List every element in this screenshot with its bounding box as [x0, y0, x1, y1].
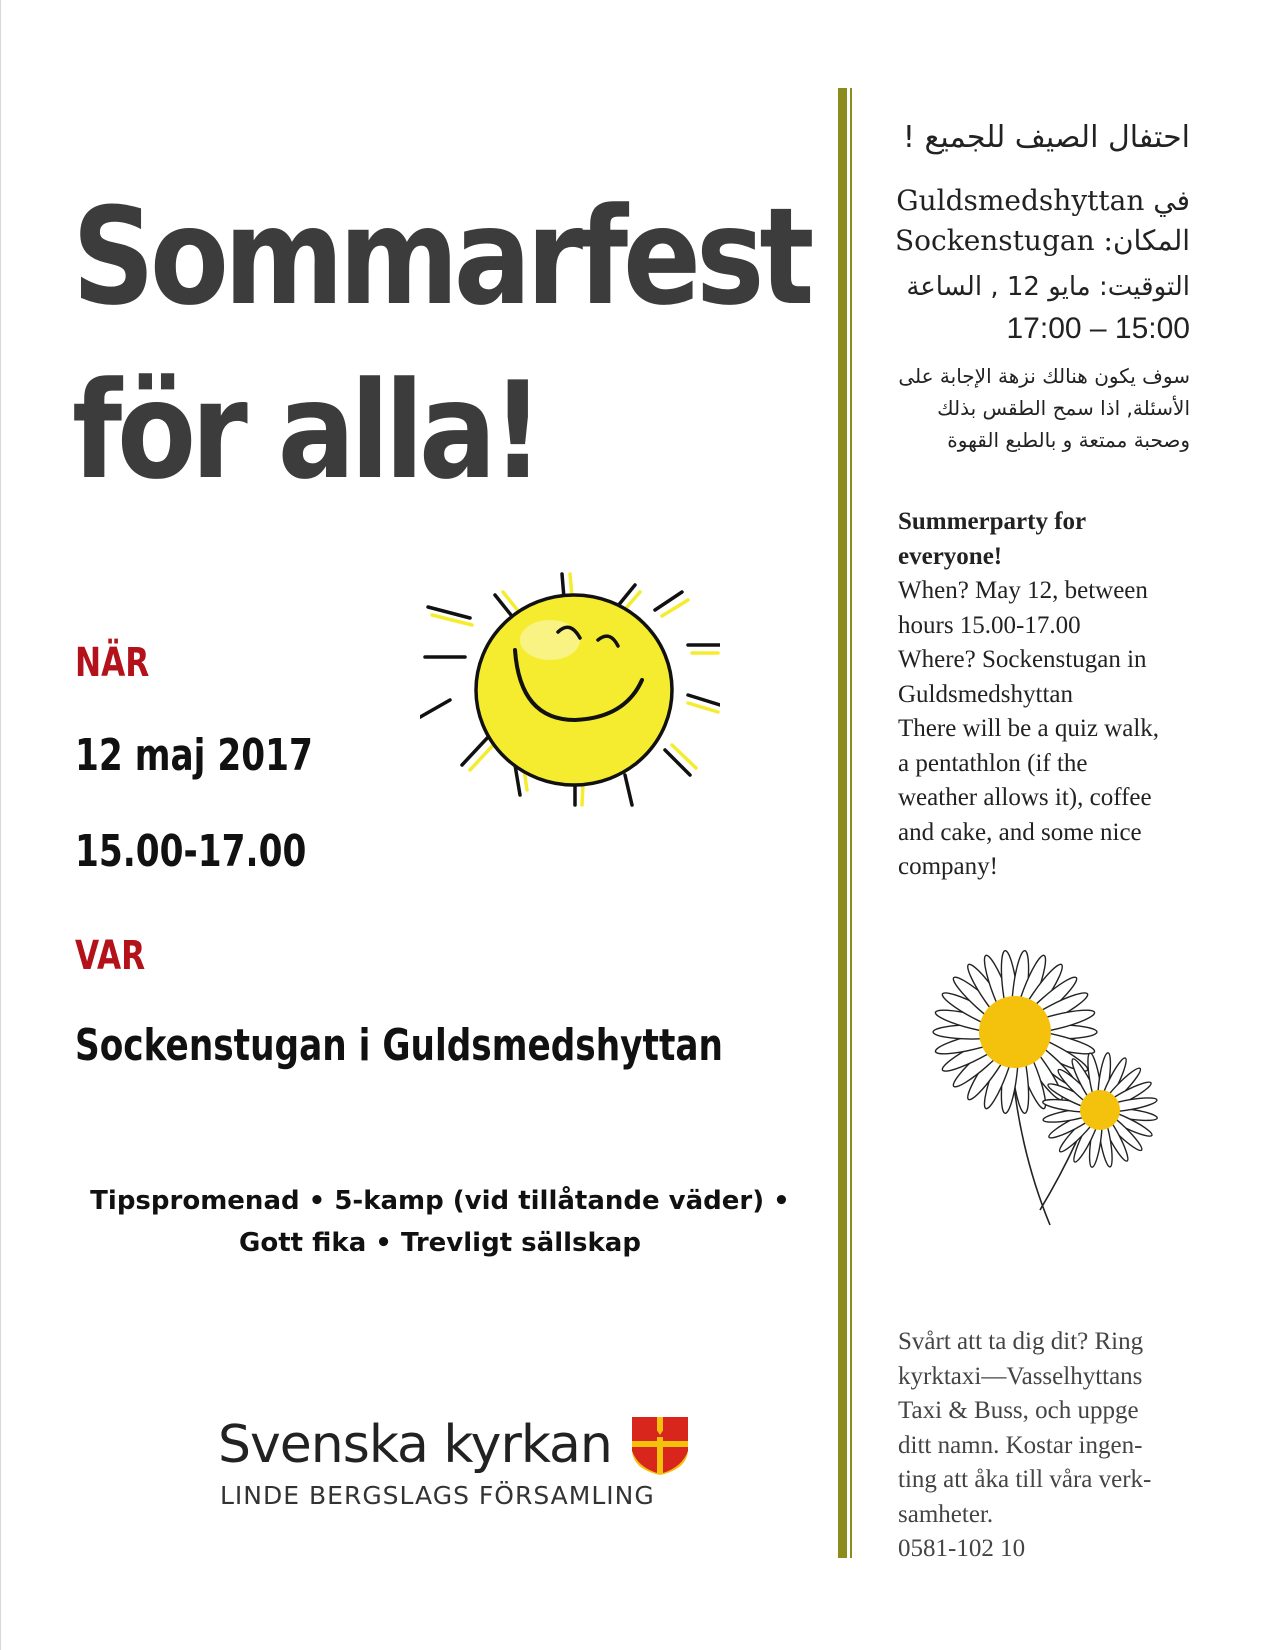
daisy-icon: [920, 950, 1220, 1250]
transport-line: ting att åka till våra verk-: [898, 1466, 1152, 1493]
event-time: 15.00-17.00: [75, 826, 307, 877]
english-line: hours 15.00-17.00: [898, 611, 1081, 639]
event-date: 12 maj 2017: [75, 730, 313, 781]
transport-line: ditt namn. Kostar ingen-: [898, 1431, 1143, 1459]
arabic-time-line-2: 17:00 – 15:00: [1006, 312, 1190, 345]
english-line: Where? Sockenstugan in: [898, 646, 1147, 673]
page-edge: [0, 0, 1, 1650]
english-line: and cake, and some nice: [898, 818, 1142, 846]
transport-line: Taxi & Buss, och uppge: [898, 1397, 1139, 1424]
arabic-description: [830, 360, 1190, 456]
column-divider: [838, 88, 847, 1558]
arabic-desc-line-3: وصحبة ممتعة و بالطبع القهوة: [947, 428, 1190, 452]
title-line-2: för alla!: [72, 353, 539, 509]
page-title: [72, 170, 809, 518]
sun-icon: [420, 560, 720, 830]
english-block: [898, 505, 1228, 885]
english-line: company!: [898, 853, 998, 880]
transport-line: kyrktaxi—Vasselhyttans: [898, 1362, 1143, 1390]
english-line: Guldsmedshyttan: [898, 680, 1073, 708]
activities-text: Tipspromenad • 5-kamp (vid tillåtande väder) • Gott fika • Trevligt sällskap: [90, 1186, 790, 1258]
title-line-1: Sommarfest: [72, 179, 810, 335]
arabic-time-line-1: التوقيت: مايو 12 , الساعة: [906, 272, 1190, 302]
arabic-where-line-2: المكان: Sockenstugan: [895, 224, 1190, 257]
english-line: When? May 12, between: [898, 577, 1148, 604]
church-logo: [218, 1415, 688, 1515]
where-label: VAR: [75, 933, 146, 979]
arabic-desc-line-2: الأسئلة, اذا سمح الطقس بذلك: [937, 396, 1190, 420]
event-place: Sockenstugan i Guldsmedshyttan: [75, 1020, 723, 1071]
arabic-desc-line-1: سوف يكون هنالك نزهة الإجابة على: [898, 364, 1190, 388]
arabic-title: احتفال الصيف للجميع !: [902, 120, 1190, 155]
english-line: weather allows it), coffee: [898, 784, 1152, 811]
transport-phone: 0581-102 10: [898, 1535, 1026, 1562]
english-line: There will be a quiz walk,: [898, 715, 1160, 742]
transport-line: Svårt att ta dig dit? Ring: [898, 1328, 1144, 1355]
english-line: a pentathlon (if the: [898, 749, 1088, 777]
when-label: NÄR: [75, 640, 150, 686]
english-title-line-1: Summerparty for: [898, 508, 1087, 535]
english-title-line-2: everyone!: [898, 542, 1003, 570]
transport-info: [898, 1325, 1228, 1567]
transport-line: samheter.: [898, 1500, 994, 1528]
logo-subtitle: LINDE BERGSLAGS FÖRSAMLING: [220, 1481, 655, 1510]
shield-icon: [630, 1415, 690, 1477]
column-divider-thin: [850, 88, 852, 1558]
logo-name: Svenska kyrkan: [218, 1415, 612, 1475]
column-divider-gap: [847, 88, 849, 1558]
arabic-where-line-1: في Guldsmedshyttan: [896, 184, 1190, 217]
